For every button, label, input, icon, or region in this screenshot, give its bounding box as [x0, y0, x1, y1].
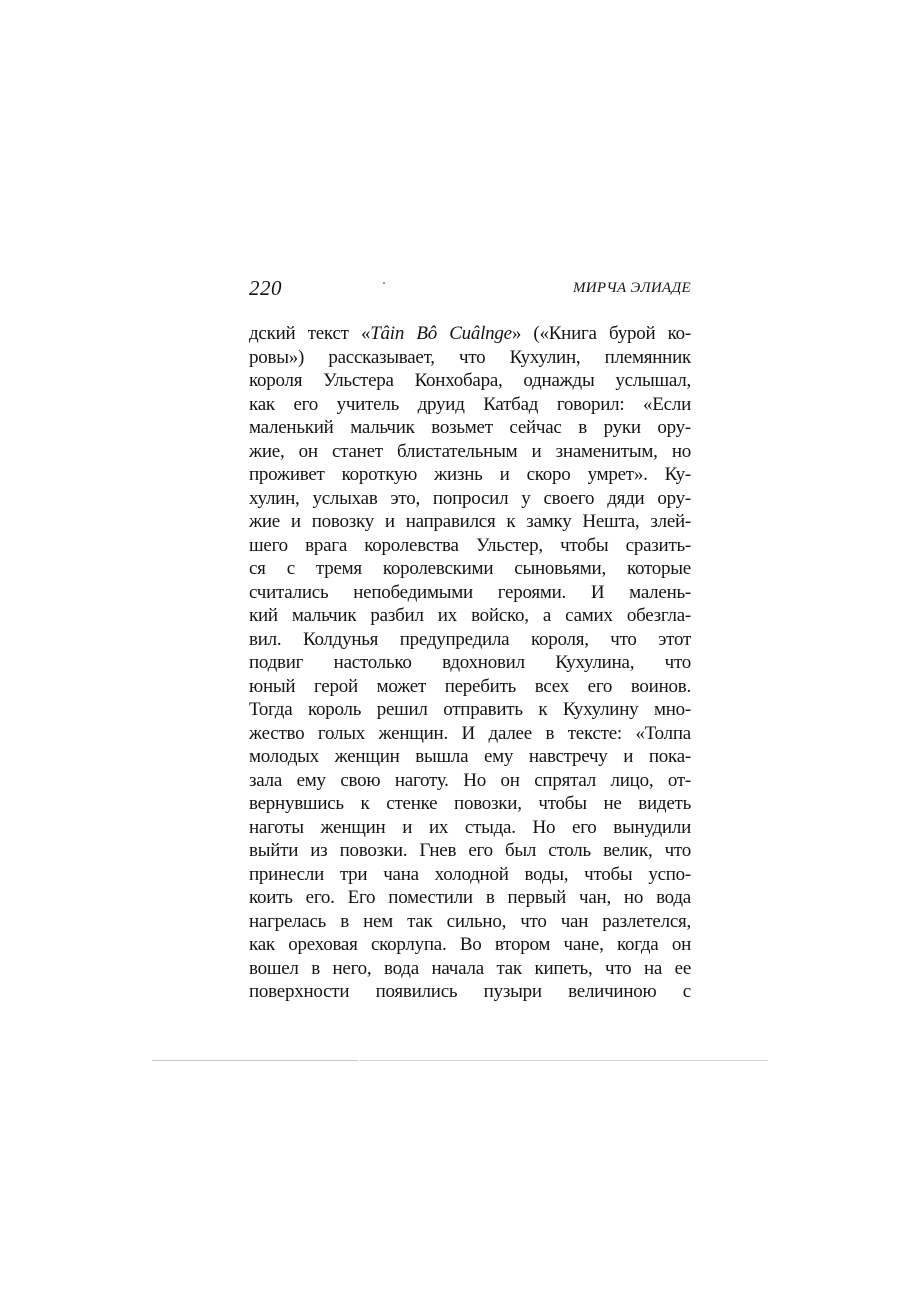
text-line: зала ему свою наготу. Но он спрятал лицо, от-: [249, 769, 691, 791]
text-line: проживет короткую жизнь и скоро умрет». Ку-: [249, 464, 691, 485]
print-speck: [383, 282, 385, 284]
text-line: маленький мальчик возьмет сейчас в руки ору-: [249, 417, 691, 438]
text-line-first: [249, 322, 691, 346]
text-line: молодых женщин вышла ему навстречу и пока-: [249, 746, 691, 767]
body-text: [249, 322, 691, 1004]
text-line: короля Ульстера Конхобара, однажды услышал,: [249, 370, 691, 391]
page-number: 220: [249, 276, 282, 300]
text-line: ся с тремя королевскими сыновьями, которые: [249, 558, 691, 579]
text-line-last: поверхности появились пузыри величиною с: [249, 981, 691, 1002]
text-line: коить его. Его поместили в первый чан, но вода: [249, 887, 691, 908]
text-line-first-before: дский текст «: [249, 323, 371, 344]
text-line: кий мальчик разбил их войско, а самих обезгла-: [249, 605, 691, 626]
footer-rule-right: [360, 1060, 768, 1061]
text-line: выйти из повозки. Гнев его был столь велик, что: [249, 840, 691, 861]
text-line: юный герой может перебить всех его воинов.: [249, 675, 691, 697]
italic-epic-title: Tâin Bô Cuâlnge: [370, 323, 512, 344]
text-line: вернувшись к стенке повозки, чтобы не видеть: [249, 793, 691, 814]
text-line: вил. Колдунья предупредила короля, что этот: [249, 628, 691, 650]
text-line: принесли три чана холодной воды, чтобы успо-: [249, 863, 691, 885]
text-line: ровы») рассказывает, что Кухулин, племянник: [249, 346, 691, 368]
running-head-author: МИРЧА ЭЛИАДЕ: [572, 280, 691, 296]
text-line-first-after: » («Книга бурой ко-: [511, 323, 691, 344]
text-line: как ореховая скорлупа. Во втором чане, когда он: [249, 934, 691, 955]
footer-rule-left: [152, 1060, 358, 1061]
text-line: нагрелась в нем так сильно, что чан разлетелся,: [249, 910, 691, 932]
text-line: наготы женщин и их стыда. Но его вынудили: [249, 816, 691, 838]
text-line: как его учитель друид Катбад говорил: «Если: [249, 393, 691, 415]
text-line: Тогда король решил отправить к Кухулину мно-: [249, 699, 691, 720]
text-line: жие, он станет блистательным и знаменитым, но: [249, 440, 691, 462]
text-line: шего врага королевства Ульстер, чтобы сразить-: [249, 534, 691, 556]
text-line: считались непобедимыми героями. И малень-: [249, 581, 691, 603]
text-line: подвиг настолько вдохновил Кухулина, что: [249, 652, 691, 673]
text-line: жие и повозку и направился к замку Нешта, злей-: [249, 511, 691, 532]
text-line: хулин, услыхав это, попросил у своего дяди ору-: [249, 487, 691, 509]
page-header: [249, 276, 691, 304]
text-line: вошел в него, вода начала так кипеть, что на ее: [249, 957, 691, 979]
text-line: жество голых женщин. И далее в тексте: «Толпа: [249, 722, 691, 744]
